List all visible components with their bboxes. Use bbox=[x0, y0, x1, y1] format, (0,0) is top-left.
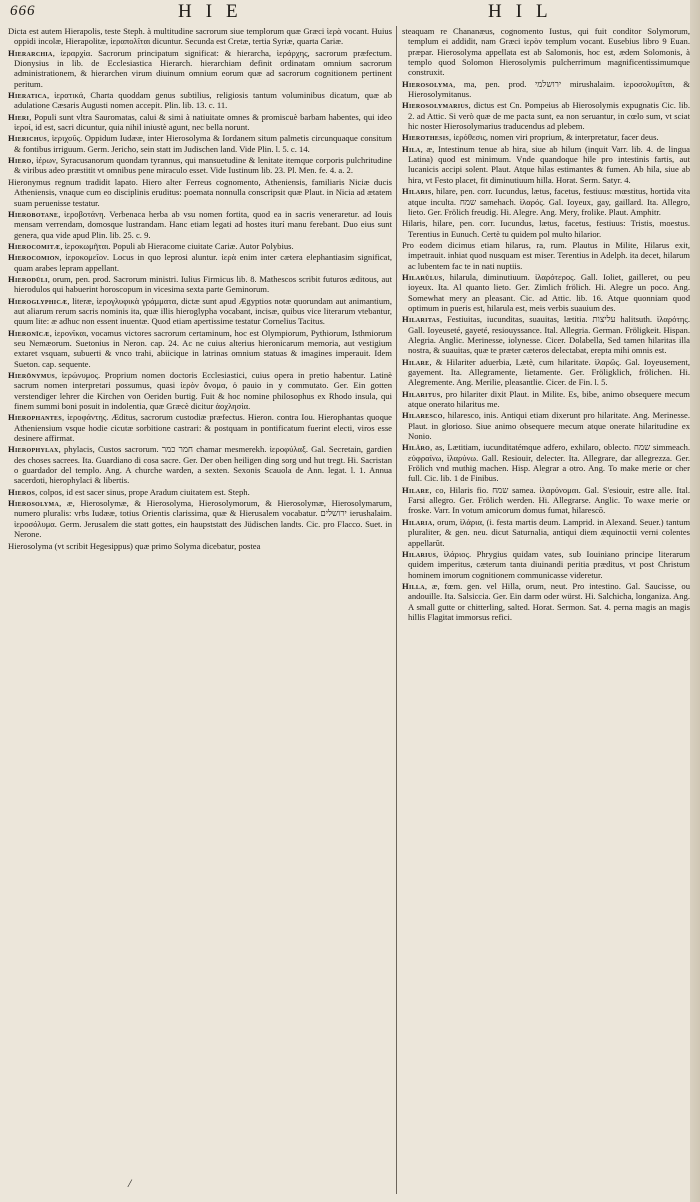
entry-headword: Hila bbox=[402, 143, 421, 154]
entry-text: Hilaris, hilare, pen. corr. Iucundus, lætus, facetus, festiuus: Tristis, moestus. Terentius in Eunuch. Certè tu quidem pol multo hilarior. bbox=[402, 218, 690, 239]
entry-text: Populi sunt vltra Sauromatas, calui & simi à natiuitate omnes & promiscuè barbam habentes, qui ideo ἱεροί, id est, sacri dicuntur, quia nihil iniustè agunt, nec bella norunt. bbox=[14, 111, 392, 133]
column-divider bbox=[396, 26, 397, 1194]
entry-headword: Hilla bbox=[402, 580, 425, 591]
dictionary-entry: Hierichus, ἱεριχοῦς. Oppidum Iudææ, inter Hierosolyma & Iordanem situm palmetis circunquaque consitum & fontibus irriguum. Germ. Jericho, sein statt im Judischen land. Vide Plin. l. 5. c. 14. bbox=[8, 133, 392, 154]
entry-text: ἱεριχοῦς. Oppidum Iudææ, inter Hierosolyma & Iordanem situm palmetis circunquaque consitum & fontibus irriguum. Germ. Jericho, sein statt im Judischen land. Vide Plin. l. 5. c. 14. bbox=[14, 133, 392, 154]
dictionary-entry: Hierōnymus, ἱερώνυμος. Proprium nomen doctoris Ecclesiastici, cuius opera in pretio habentur. Latinè sacrum nomen interpretari possumus, quasi ἱερὸν ὄνομα, ὀ pauio in y commutato. Ger. Ein gotten verstendiger lehrer die Kirchen von Oeriden burtig. Fuit & hoc nomine philosophus ex Rhodo insula, qui finem summi boni posuit in indolentia, quæ Græcè dicitur ἀοχλησία. bbox=[8, 370, 392, 412]
entry-headword: Hierosolyma bbox=[8, 498, 60, 509]
entry-text: Festiuitas, iucunditas, suauitas, lætitia. ‏עליצות‏ halitsuth. ἱλαρότης. Gall. Ioyeuseté, gayeté, resiouyssance. Ital. Allegria. German. Fröligkeit. Hispan. Alegria. Anglic. Merinesse, iolynesse. Cicer. Dolabella, Sed tamen hilaritas illa nostra, & suauitas, quæ te præter cæteros delectabat, erepta mihi omnis est. bbox=[408, 314, 690, 356]
entry-text: ἱεροκομεῖον. Locus in quo leprosi aluntur. ἱερὰ enim inter cætera elephantiasim significat, quam arabes lepram appellant. bbox=[14, 252, 392, 273]
entry-headword: Hilare bbox=[402, 484, 430, 495]
entry-headword: Hierobotane bbox=[8, 208, 59, 219]
dictionary-entry: Hila, æ, Intestinum tenue ab hira, siue ab hilum (inquit Varr. lib. 4. de lingua Latina) quod est minimum. Vnde quandoque hile pro intestinis fartis, aut lucanicis accipi solent. Plaut. Atque hilas estimantes & fumen. Ab hila, siue ab hira, vt Festo placet, fit diminutiuum hilla. Horat. Serm. Satyr. 4. bbox=[402, 143, 690, 185]
dictionary-entry: Hieroglyphicæ, literæ, ἱερογλυφικὰ γράμματα, dictæ sunt apud Ægyptios notæ quorundam aut animantium, aut aliarum rerum sacris nominis ita, quæ illis hieroglypha vocabant, incisæ, quibus vice literarum vtebantur, quum lite: æ adhuc non essent inuentæ. Quod etiam apertissime testatur Cornelius Tacitus. bbox=[8, 295, 392, 327]
entry-text: co, Hilaris fio. ‏שמח‏ samea. ἱλαρύνομαι. Gal. S'esiouir, estre alle. Ital. Farsi allegro. Ger. Frölich werden. Hi. Allegrarse. Anglic. To waxe merie or froske. Varr. In votum amicorum domus fumat, hilarescō. bbox=[408, 484, 690, 516]
dictionary-entry bbox=[402, 240, 690, 271]
entry-headword: Hierocomion bbox=[8, 252, 60, 263]
dictionary-entry: Hilarius, ἱλάριος. Phrygius quidam vates, sub Iouiniano principe literarum quidem imperitus, cæterum tanta diuinandi peritia præditus, vt post Christum hominem imorum cognitionem communicasse videretur. bbox=[402, 548, 690, 580]
entry-headword: Hierothesis bbox=[402, 132, 450, 143]
entry-headword: Hilăro bbox=[402, 442, 431, 453]
dictionary-entry: Hilare, co, Hilaris fio. ‏שמח‏ samea. ἱλαρύνομαι. Gal. S'esiouir, estre alle. Ital. Farsi allegro. Ger. Frölich werden. Hi. Allegrarse. Anglic. To waxe merie or froske. Varr. In votum amicorum domus fumat, hilarescō. bbox=[402, 484, 690, 516]
entry-text: hilaresco, inis. Antiqui etiam dixerunt pro hilaritate. Ang. Merinesse. Plaut. in glorioso. Siue animo obsequere mecum atque onerate hilaritudine ex Nonio. bbox=[408, 410, 690, 442]
entry-text: æ, fœm. gen. vel Hilla, orum, neut. Pro intestino. Gal. Saucisse, ou andouille. Ita. Salsiccia. Ger. Ein darm oder würst. Hi. Salchicha, longaniza. Ang. A small gutte or chitterling, salted. Horat. Sermon. Sat. 4. perna magis an magis hillis Flagitat immorsus refici. bbox=[408, 580, 690, 622]
entry-headword: Hierocomitæ bbox=[8, 240, 61, 251]
dictionary-entry: Hierobotane, ἱεροβοτάνη. Verbenaca herba ab vsu nomen fortita, quod ea in sacris veneraretur. ad Iouis mensam verrendam, domosque lustrandam. Hanc etiam legati ad hostes iturí manu ferebant. Duo eius sunt genera, qua vide apud Plin. lib. 25. c. 9. bbox=[8, 208, 392, 240]
entry-headword: Hilaritas bbox=[402, 314, 440, 325]
entry-text: ἱεροβοτάνη. Verbenaca herba ab vsu nomen fortita, quod ea in sacris veneraretur. ad Iouis mensam verrendam, domosque lustrandam. Hanc etiam legati ad hostes iturí manu ferebant. Duo eius sunt genera, qua vide apud Plin. lib. 25. c. 9. bbox=[14, 208, 392, 240]
entry-text: Pro eodem dicimus etiam hilarus, ra, rum. Plautus in Milite, Hilarus exit, impetrauit. inhiat quod nusquam est miser. Terentius in Adelph. ita decet, hilarum ac lubentem fac te in nati nuptiis. bbox=[402, 239, 690, 271]
entry-text: Dicta est autem Hierapolis, teste Steph. à multitudine sacrorum siue templorum quæ Græci ἱερὰ vocant. Huius oppidi incolæ, Hierapolitæ, ἱεραπολῖται dicuntur. Secunda est Cretæ, tertia Syriæ, quarta Cariæ. bbox=[8, 26, 392, 47]
dictionary-entry: Hieri, Populi sunt vltra Sauromatas, calui & simi à natiuitate omnes & promiscuè barbam habentes, qui ideo ἱεροί, id est, sacri dicuntur, quia nihil iniustè agunt, nec bella norunt. bbox=[8, 111, 392, 133]
entry-text: æ, Hierosolymæ, & Hierosolyma, Hierosolymorum, & Hierosolymæ, Hierosolymarum, numero pluralis: vrbs Iudææ, totius Orientis clarissima, quæ & Hierusalem vocabatur. ‏ירושלים‏ ierushalaim. ἱεροσόλυμα. Germ. Jerusalem die statt gottes, ein haupststatt des Jüdischen landts. Cic. pro Flacco. Suet. in Nerone. bbox=[14, 498, 392, 540]
entry-text: colpos, id est sacer sinus, prope Aradum ciuitatem est. Steph. bbox=[39, 486, 250, 497]
entry-text: hilare, pen. corr. Iucundus, lætus, facetus, festiuus: mœstitus, hortida vita atque inculta. ‏שמח‏ samehach. ἱλαρός. Gal. Ioyeux, gay, gaillard. Ita. Allegro, lieto. Ger. Frölich freudig. Hi. Alegre. Ang. Mery, frolike. Plaut. Amphitr. bbox=[408, 186, 690, 217]
dictionary-entry: Hierosolymarius, dictus est Cn. Pompeius ab Hierosolymis expugnatis Cic. lib. 2. ad Attic. Si verò quæ de me pacta sunt, ea non seruantur, in cœlo sum, vt sciat hic noster Hierosolymarius traducendus ad plebem. bbox=[402, 100, 690, 132]
page-edge bbox=[690, 0, 700, 1202]
entry-text: ma, pen. prod. ‏ירושלמי‏ mirushalaim. ἱεροσολυμῖται, & Hierosolymitanus. bbox=[408, 78, 690, 100]
entry-headword: Hilarius bbox=[402, 548, 437, 559]
page-signature-mark: / bbox=[128, 1176, 132, 1190]
entry-headword: Hierodūli bbox=[8, 273, 48, 284]
dictionary-entry: Hilare, & Hilariter aduerbia, Lætè, cum hilaritate. ἱλαρῶς. Gal. Ioyeusement, gayement. Ita. Allegramente, lietamente. Ger. Fröligklich, frölichen. Hi. Alegremente. Ang. Merilie, pleasantlie. Cicer. de Fin. l. 5. bbox=[402, 356, 690, 388]
entry-headword: Hilaria bbox=[402, 516, 433, 527]
entry-text: ἱερόθεσις, nomen viri proprium, & interpretatur, facer deus. bbox=[453, 132, 659, 143]
entry-headword: Hieros bbox=[8, 486, 36, 497]
dictionary-entry bbox=[402, 26, 690, 78]
left-column bbox=[8, 26, 392, 1196]
entry-headword: Hierōnymus bbox=[8, 370, 56, 380]
entry-headword: Hilaresco bbox=[402, 410, 443, 421]
entry-text: as, Lætitiam, iucunditatémque adfero, exhilaro, oblecto. ‏שמח‏ simmeach. εὐφραίνω, ἱλαρύνω. Gall. Resiouir, delecter. Ita. Allegrare, dar allegrezza. Ger. Frölich vnd muthig machen. Hisp. Alegrar a otro. Ang. To make merie or cher full. Cic. lib. 1 de Finibus. bbox=[408, 442, 690, 484]
dictionary-entry bbox=[8, 26, 392, 47]
entry-text: dictus est Cn. Pompeius ab Hierosolymis expugnatis Cic. lib. 2. ad Attic. Si verò quæ de me pacta sunt, ea non seruantur, in cœlo sum, vt sciat hic noster Hierosolymarius traducendus ad plebem. bbox=[408, 100, 690, 132]
entry-text: steaquam re Chananæus, cognomento Iustus, qui fuit conditor Solymorum, templum ei addidit, nam Græci ἱερὸν templum vocant. Eusebius libro 9 Euan. præpar. Hierosolyma appellata est ab Salomonis, hoc est, ædem Solomonis, à templo quod Solomon Hierosolymis pulcherrimum magnificentissimumque construxit. bbox=[402, 26, 690, 78]
dictionary-entry: Hiero, ἱέρων, Syracusanorum quondam tyrannus, qui mansuetudine & lenitate itemque corporis pulchritudine & viribus adeo præstitit vt omnibus pene miraculo esset. Vide Iustinum lib. 23. Pl. Men. fe. 4. a. 2. bbox=[8, 155, 392, 176]
entry-headword: Hiero bbox=[8, 155, 32, 166]
entry-text: æ, Intestinum tenue ab hira, siue ab hilum (inquit Varr. lib. 4. de lingua Latina) quod est minimum. Vnde quandoque hile pro intestinis fartis, aut lucanicis accipi solent. Plaut. Atque hilas estimantes & fumen. Ab hila, siue ab hira, vt Festo placet, fit diminutiuum hilla. Horat. Serm. Satyr. 4. bbox=[408, 143, 690, 185]
entry-headword: Hilaritus bbox=[402, 388, 441, 399]
entry-headword: Hierosolyma bbox=[402, 78, 454, 89]
entry-text: Hierosolyma (vt scribit Hegesippus) quæ primo Solyma dicebatur, postea bbox=[8, 540, 261, 551]
entry-headword: Hieratica bbox=[8, 90, 47, 101]
entry-text: hilarula, diminutiuum. ἱλαρότερος. Gall. Ioliet, gailleret, ou peu ioyeux. Ita. Al quanto lieto. Ger. Zimlich frölich. Hi. Alegre un poco. Ang. Somewhat mery an pleasant. Cic. ad Attic. lib. 16. Atque quonniam quod optimum in pueris est, hilarula est, meis verbis suauium des. bbox=[408, 271, 690, 313]
dictionary-entry: Hierosolyma, æ, Hierosolymæ, & Hierosolyma, Hierosolymorum, & Hierosolymæ, Hierosolymarum, numero pluralis: vrbs Iudææ, totius Orientis clarissima, quæ & Hierusalem vocabatur. ‏ירושלים‏ ierushalaim. ἱεροσόλυμα. Germ. Jerusalem die statt gottes, ein haupststatt des Jüdischen landts. Cic. pro Flacco. Suet. in Nerone. bbox=[8, 498, 392, 540]
entry-headword: Hilare bbox=[402, 356, 430, 367]
dictionary-entry: Hilăro, as, Lætitiam, iucunditatémque adfero, exhilaro, oblecto. ‏שמח‏ simmeach. εὐφραίνω, ἱλαρύνω. Gall. Resiouir, delecter. Ita. Allegrare, dar allegrezza. Ger. Frölich vnd muthig machen. Hisp. Alegrar a otro. Ang. To make merie or cher full. Cic. lib. 1 de Finibus. bbox=[402, 442, 690, 484]
dictionary-entry: Hilaritus, pro hilariter dixit Plaut. in Milite. Es, bibe, animo obsequere mecum atque onerato hilaritus me. bbox=[402, 388, 690, 410]
dictionary-entry: Hieratica, ἱερατικά, Charta quoddam genus subtilius, religiosis tantum voluminibus dicatum, quæ ab adulatione Cæsaris Augusti nomen accepit. Plin. lib. 13. c. 11. bbox=[8, 90, 392, 111]
dictionary-entry: Hierodūli, orum, pen. prod. Sacrorum ministri. Iulius Firmicus lib. 8. Mathescos scribit futuros æditous, aut hierodulos qui habuerint horoscopum in vicesima sexta parte Geminorum. bbox=[8, 273, 392, 295]
entry-text: orum, ἱλάρια, (i. festa martis deum. Lamprid. in Alexand. Seuer.) tantum pluraliter, & gen. neu. dicut Saturnalia, antiqui diem æquinoctii verni colentes appellarūt. bbox=[408, 516, 690, 548]
running-head-left: HIE bbox=[178, 1, 252, 22]
entry-text: ἱεραρχία. Sacrorum principatum significat: & hierarcha, ἱεράρχης, sacrorum præfectum. Dionysius in lib. de Ecclesiastica Hierarch. hierarchiam definit ordinatam omnium sacrorum administrationem, & hierarchen virum diuinum omnium eorum quæ ad sacrorum cognitionem pertinent peritum. bbox=[14, 47, 392, 89]
dictionary-entry bbox=[8, 541, 392, 551]
page-number: 666 bbox=[10, 3, 36, 19]
right-column bbox=[402, 26, 690, 1196]
entry-headword: Hilaris bbox=[402, 186, 432, 197]
entry-text: ἱεροκωμῆται. Populi ab Hieracome ciuitate Cariæ. Autor Polybius. bbox=[64, 240, 294, 251]
entry-text: Hieronymus regnum tradidit lapato. Hiero alter Ferreus cognomento, Atheniensis, familiaris Niciæ ducis Atheniensis, vnaque cum eo disciplinis eruditus: poemata nonnulla conscripsit quæ Plaut. in Nicia ad ætatem suam peruenisse testatur. bbox=[8, 176, 392, 208]
dictionary-entry: Hierocomitæ, ἱεροκωμῆται. Populi ab Hieracome ciuitate Cariæ. Autor Polybius. bbox=[8, 240, 294, 251]
dictionary-entry: Hilaresco, hilaresco, inis. Antiqui etiam dixerunt pro hilaritate. Ang. Merinesse. Plaut. in glorioso. Siue animo obsequere mecum atque onerate hilaritudine ex Nonio. bbox=[402, 410, 690, 442]
entry-text: & Hilariter aduerbia, Lætè, cum hilaritate. ἱλαρῶς. Gal. Ioyeusement, gayement. Ita. Allegramente, lietamente. Ger. Fröligklich, frölichen. Hi. Alegremente. Ang. Merilie, pleasantlie. Cicer. de Fin. l. 5. bbox=[408, 356, 690, 388]
entry-text: orum, pen. prod. Sacrorum ministri. Iulius Firmicus lib. 8. Mathescos scribit futuros æditous, aut hierodulos qui habuerint horoscopum in vicesima sexta parte Geminorum. bbox=[14, 273, 392, 295]
entry-text: ἱερονῖκαι, vocamus victores sacrorum certaminum, hoc est Olympiorum, Pythiorum, Isthmiorum seu Nemæorum. Suetonius in Neron. cap. 24. Ac ne cuius alterius hieronicarum memoria, aut vestigium extaret vsquam, subuerti & vnco trahi, abiicique in latrinas omnium statuas & imagines imperauit. Idem Sueton. cap. sequente. bbox=[14, 327, 392, 369]
dictionary-entry: Hieronīcæ, ἱερονῖκαι, vocamus victores sacrorum certaminum, hoc est Olympiorum, Pythiorum, Isthmiorum seu Nemæorum. Suetonius in Neron. cap. 24. Ac ne cuius alterius hieronicarum memoria, aut vestigium extaret vsquam, subuerti & vnco trahi, abiicique in latrinas omnium statuas & imagines imperauit. Idem Sueton. cap. sequente. bbox=[8, 327, 392, 369]
entry-headword: Hilarŭlus bbox=[402, 271, 443, 282]
dictionary-entry: Hierarchia, ἱεραρχία. Sacrorum principatum significat: & hierarcha, ἱεράρχης, sacrorum præfectum. Dionysius in lib. de Ecclesiastica Hierarch. hierarchiam definit ordinatam omnium sacrorum administrationem, & hierarchen virum diuinum omnium eorum quæ ad sacrorum cognitionem pertinent peritum. bbox=[8, 47, 392, 89]
dictionary-entry: Hierocomion, ἱεροκομεῖον. Locus in quo leprosi aluntur. ἱερὰ enim inter cætera elephantiasim significat, quam arabes lepram appellant. bbox=[8, 252, 392, 273]
dictionary-entry: Hierophantes, ἱεροφάντης. Æditus, sacrorum custodiæ præfectus. Hieron. contra Iou. Hierophantas quoque Atheniensium vsque hodie cicutæ sorbitione castrari: & postquam in pontificatum fuerint electi, viros esse desinere affirmat. bbox=[8, 412, 392, 444]
dictionary-entry: Hilarŭlus, hilarula, diminutiuum. ἱλαρότερος. Gall. Ioliet, gailleret, ou peu ioyeux. Ita. Al quanto lieto. Ger. Zimlich frölich. Hi. Alegre un poco. Ang. Somewhat mery an pleasant. Cic. ad Attic. lib. 16. Atque quonniam quod optimum in pueris est, hilarula est, meis verbis suauium des. bbox=[402, 271, 690, 313]
entry-headword: Hierichus bbox=[8, 133, 48, 144]
entry-headword: Hierarchia bbox=[8, 47, 53, 58]
dictionary-entry: Hilaria, orum, ἱλάρια, (i. festa martis deum. Lamprid. in Alexand. Seuer.) tantum pluraliter, & gen. neu. dicut Saturnalia, antiqui diem æquinoctii verni colentes appellarūt. bbox=[402, 516, 690, 548]
running-head-right: HIL bbox=[488, 1, 562, 22]
entry-text: ἱεροφάντης. Æditus, sacrorum custodiæ præfectus. Hieron. contra Iou. Hierophantas quoque Atheniensium vsque hodie cicutæ sorbitione castrari: & postquam in pontificatum fuerint electi, viros esse desinere affirmat. bbox=[14, 412, 392, 444]
entry-headword: Hieronīcæ bbox=[8, 327, 50, 338]
entry-text: phylacis, Custos sacrorum. ‏חמר כמר‏ chamar mesmerekh. ἱεροφύλαξ. Gal. Secretain, gardien des choses sacrees. Ita. Guardiano di cosa sacre. Ger. Der oben heiligen ding sorg und hut tregt. Hi. Sacristan o guardador del templo. Ang. A churche warden, a sexten. Sexonis Scauola de Ann. legat. l. 1. Annua sacerdoti, hierophylaci & libertis. bbox=[14, 444, 392, 486]
entry-text: ἱέρων, Syracusanorum quondam tyrannus, qui mansuetudine & lenitate itemque corporis pulchritudine & viribus adeo præstitit vt omnibus pene miraculo esset. Vide Iustinum lib. 23. Pl. Men. fe. 4. a. 2. bbox=[14, 155, 392, 176]
entry-headword: Hierosolymarius bbox=[402, 100, 469, 111]
entry-headword: Hierophantes bbox=[8, 412, 62, 423]
dictionary-entry: Hieros, colpos, id est sacer sinus, prope Aradum ciuitatem est. Steph. bbox=[8, 486, 250, 497]
entry-text: literæ, ἱερογλυφικὰ γράμματα, dictæ sunt apud Ægyptios notæ quorundam aut animantium, aut aliarum rerum sacris nominis ita, quæ illis hieroglypha vocabant, incisæ, quibus vice literarum vtebantur, quum lite: æ adhuc non essent inuentæ. Quod etiam apertissime testatur Cornelius Tacitus. bbox=[14, 295, 392, 327]
dictionary-entry: Hierosolyma, ma, pen. prod. ‏ירושלמי‏ mirushalaim. ἱεροσολυμῖται, & Hierosolymitanus. bbox=[402, 78, 690, 100]
entry-headword: Hieroglyphicæ bbox=[8, 295, 68, 306]
dictionary-entry bbox=[402, 218, 690, 239]
entry-text: ἱλάριος. Phrygius quidam vates, sub Iouiniano principe literarum quidem imperitus, cæterum tanta diuinandi peritia præditus, vt post Christum hominem imorum cognitionem communicasse videretur. bbox=[408, 548, 690, 580]
dictionary-entry: Hierothesis, ἱερόθεσις, nomen viri proprium, & interpretatur, facer deus. bbox=[402, 132, 659, 143]
entry-text: ἱερατικά, Charta quoddam genus subtilius, religiosis tantum voluminibus dicatum, quæ ab adulatione Cæsaris Augusti nomen accepit. Plin. lib. 13. c. 11. bbox=[14, 90, 392, 111]
dictionary-entry: Hilaris, hilare, pen. corr. Iucundus, lætus, facetus, festiuus: mœstitus, hortida vita atque inculta. ‏שמח‏ samehach. ἱλαρός. Gal. Ioyeux, gay, gaillard. Ita. Allegro, lieto. Ger. Frölich freudig. Hi. Alegre. Ang. Mery, frolike. Plaut. Amphitr. bbox=[402, 186, 690, 217]
dictionary-entry: Hilaritas, Festiuitas, iucunditas, suauitas, lætitia. ‏עליצות‏ halitsuth. ἱλαρότης. Gall. Ioyeuseté, gayeté, resiouyssance. Ital. Allegria. German. Fröligkeit. Hispan. Alegria. Anglic. Merinesse, iolynesse. Cicer. Dolabella, Sed tamen hilaritas illa nostra, & suauitas, quæ te præter cæteros delectabat, erepta mihi omnis est. bbox=[402, 314, 690, 356]
dictionary-entry bbox=[8, 177, 392, 208]
entry-text: pro hilariter dixit Plaut. in Milite. Es, bibe, animo obsequere mecum atque onerato hilaritus me. bbox=[408, 388, 690, 410]
entry-text: ἱερώνυμος. Proprium nomen doctoris Ecclesiastici, cuius opera in pretio habentur. Latinè sacrum nomen interpretari possumus, quasi ἱερὸν ὄνομα, ὀ pauio in y commutato. Ger. Ein gotten verstendiger lehrer die Kirchen von Oeriden burtig. Fuit & hoc nomine philosophus ex Rhodo insula, qui finem summi boni posuit in indolentia, quæ Græcè dicitur ἀοχλησία. bbox=[14, 370, 392, 412]
entry-headword: Hierophylax bbox=[8, 444, 59, 455]
page-header bbox=[0, 0, 700, 26]
entry-headword: Hieri bbox=[8, 111, 30, 122]
dictionary-entry: Hierophylax, phylacis, Custos sacrorum. ‏חמר כמר‏ chamar mesmerekh. ἱεροφύλαξ. Gal. Secretain, gardien des choses sacrees. Ita. Guardiano di cosa sacre. Ger. Der oben heiligen ding sorg und hut tregt. Hi. Sacristan o guardador del templo. Ang. A churche warden, a sexten. Sexonis Scauola de Ann. legat. l. 1. Annua sacerdoti, hierophylaci & libertis. bbox=[8, 444, 392, 486]
dictionary-entry: Hilla, æ, fœm. gen. vel Hilla, orum, neut. Pro intestino. Gal. Saucisse, ou andouille. Ita. Salsiccia. Ger. Ein darm oder würst. Hi. Salchicha, longaniza. Ang. A small gutte or chitterling, salted. Horat. Sermon. Sat. 4. perna magis an magis hillis Flagitat immorsus refici. bbox=[402, 580, 690, 622]
